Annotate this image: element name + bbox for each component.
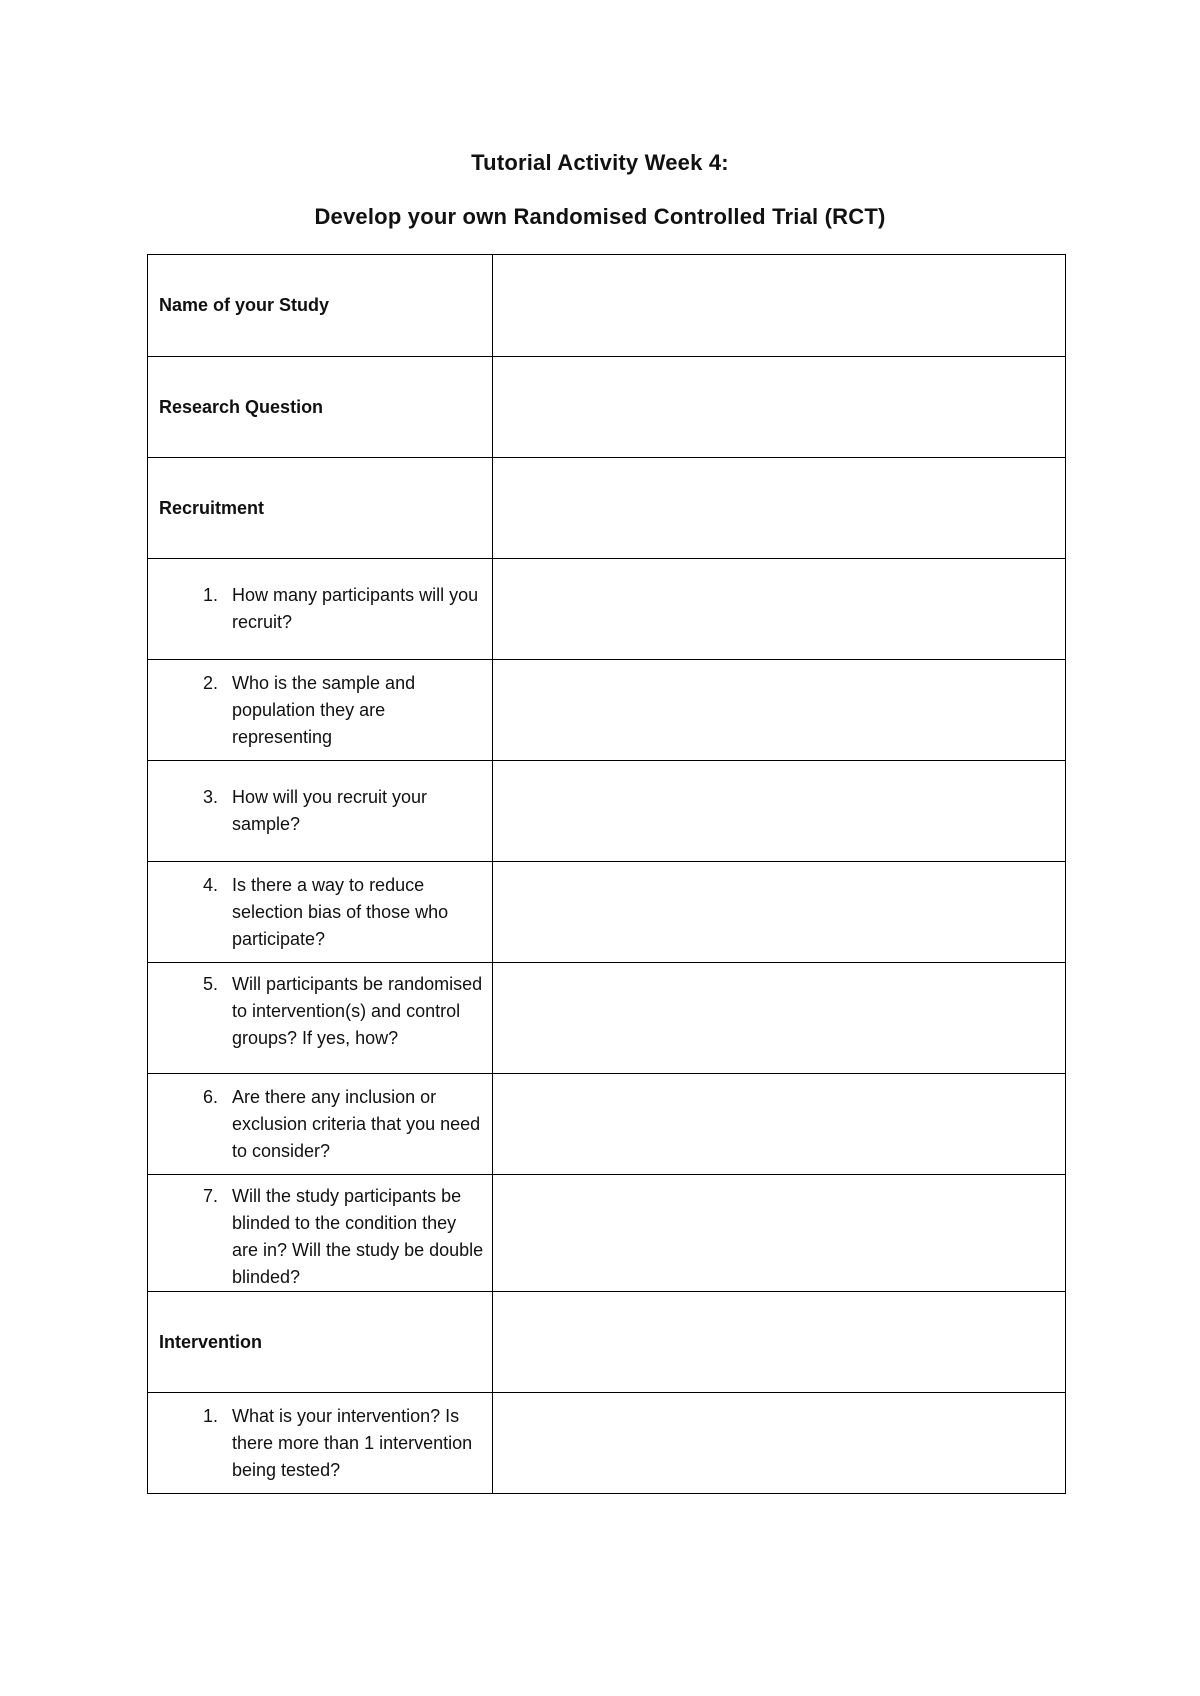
question-number: 5. xyxy=(202,974,218,994)
table-row xyxy=(148,1074,1066,1175)
name-of-study-label: Name of your Study xyxy=(159,295,330,315)
recruitment-q4-answer-cell[interactable] xyxy=(493,862,1066,963)
recruitment-question-6 xyxy=(148,1084,492,1165)
recruitment-q2-answer-cell[interactable] xyxy=(493,660,1066,761)
question-text: How many participants will you recruit? xyxy=(232,585,479,632)
table-row xyxy=(148,559,1066,660)
intervention-answer-cell[interactable] xyxy=(493,1292,1066,1393)
recruitment-q5-answer-cell[interactable] xyxy=(493,963,1066,1074)
recruitment-answer-cell[interactable] xyxy=(493,458,1066,559)
table-row xyxy=(148,357,1066,458)
recruitment-question-2 xyxy=(148,670,492,751)
row-label-cell xyxy=(148,1292,493,1393)
question-number: 1. xyxy=(202,1405,218,1426)
recruitment-q1-answer-cell[interactable] xyxy=(493,559,1066,660)
table-row xyxy=(148,862,1066,963)
intervention-question-1 xyxy=(148,1403,492,1484)
table-row xyxy=(148,761,1066,862)
rct-form-table xyxy=(147,254,1066,1494)
table-row xyxy=(148,1393,1066,1494)
recruitment-label: Recruitment xyxy=(159,497,265,518)
row-label-cell xyxy=(148,1074,493,1175)
question-text: How will you recruit your sample? xyxy=(232,787,428,834)
row-label-cell xyxy=(148,963,493,1074)
row-label-cell xyxy=(148,660,493,761)
recruitment-question-7 xyxy=(148,1183,492,1291)
row-label-cell xyxy=(148,761,493,862)
row-label-cell xyxy=(148,559,493,660)
row-label-cell xyxy=(148,1393,493,1494)
recruitment-q6-answer-cell[interactable] xyxy=(493,1074,1066,1175)
row-label-cell xyxy=(148,862,493,963)
question-text: What is your intervention? Is there more than 1 intervention being tested? xyxy=(232,1405,473,1480)
recruitment-q3-answer-cell[interactable] xyxy=(493,761,1066,862)
question-number: 3. xyxy=(202,787,218,807)
question-number: 2. xyxy=(202,672,218,693)
recruitment-question-5 xyxy=(148,971,492,1052)
intervention-label: Intervention xyxy=(159,1331,263,1352)
recruitment-q7-answer-cell[interactable] xyxy=(493,1175,1066,1292)
table-row xyxy=(148,963,1066,1074)
question-text: Who is the sample and population they are representing xyxy=(232,672,416,747)
recruitment-question-4 xyxy=(148,872,492,953)
page-subtitle: Develop your own Randomised Controlled Trial (RCT) xyxy=(314,204,886,229)
row-label-cell xyxy=(148,1175,493,1292)
recruitment-question-3 xyxy=(148,784,492,838)
table-row xyxy=(148,255,1066,357)
question-text: Will participants be randomised to intervention(s) and control groups? If yes, how? xyxy=(232,974,483,1048)
question-number: 4. xyxy=(202,874,218,895)
row-label-cell xyxy=(148,357,493,458)
table-row xyxy=(148,1175,1066,1292)
research-question-answer-cell[interactable] xyxy=(493,357,1066,458)
question-number: 7. xyxy=(202,1186,218,1206)
recruitment-question-1 xyxy=(148,582,492,636)
page-title: Tutorial Activity Week 4: xyxy=(471,150,729,175)
question-text: Are there any inclusion or exclusion criteria that you need to consider? xyxy=(232,1086,481,1161)
table-row xyxy=(148,458,1066,559)
name-of-study-answer-cell[interactable] xyxy=(493,255,1066,357)
question-number: 6. xyxy=(202,1086,218,1107)
question-text: Will the study participants be blinded to the condition they are in? Will the study be double blinded? xyxy=(232,1186,484,1287)
intervention-q1-answer-cell[interactable] xyxy=(493,1393,1066,1494)
table-row xyxy=(148,660,1066,761)
research-question-label: Research Question xyxy=(159,396,324,417)
question-number: 1. xyxy=(202,585,218,605)
row-label-cell xyxy=(148,458,493,559)
table-row xyxy=(148,1292,1066,1393)
row-label-cell xyxy=(148,255,493,357)
question-text: Is there a way to reduce selection bias of those who participate? xyxy=(232,874,449,949)
